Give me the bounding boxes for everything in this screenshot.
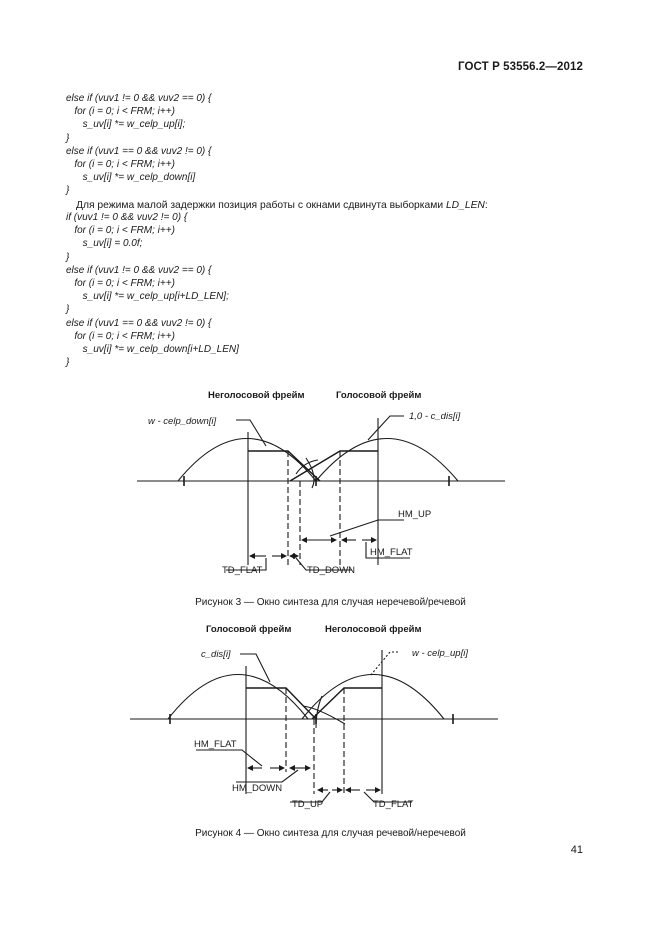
figure-4-diagram xyxy=(0,616,661,828)
code-line: for (i = 0; i < FRM; i++) xyxy=(66,278,175,290)
hm-flat-leader xyxy=(196,750,262,766)
label-right-curve: 1,0 - c_dis[i] xyxy=(409,411,461,422)
label-right-frame: Голосовой фрейм xyxy=(336,390,422,401)
right-arc xyxy=(316,439,458,482)
label-hm-down: HM_DOWN xyxy=(232,783,283,794)
code-line: if (vuv1 != 0 && vuv2 != 0) { xyxy=(66,212,188,223)
code-line: } xyxy=(66,251,70,263)
paragraph-term: LD_LEN xyxy=(445,200,485,211)
label-left-frame: Голосовой фрейм xyxy=(206,624,292,635)
label-td-down: TD_DOWN xyxy=(307,565,356,576)
left-arc xyxy=(178,439,316,482)
leader-line xyxy=(240,654,270,682)
label-td-up: TD_UP xyxy=(292,799,324,810)
code-line: } xyxy=(66,185,70,197)
document-header: ГОСТ Р 53556.2—2012 xyxy=(458,61,583,73)
figure-3-caption: Рисунок 3 — Окно синтеза для случая неречевой/речевой xyxy=(195,597,466,608)
code-block-2 xyxy=(66,211,239,369)
code-line: s_uv[i] *= w_celp_up[i]; xyxy=(66,119,186,131)
left-arc xyxy=(168,675,308,720)
code-line: else if (vuv1 == 0 && vuv2 != 0) { xyxy=(66,317,212,329)
code-line: for (i = 0; i < FRM; i++) xyxy=(66,225,175,237)
code-line: for (i = 0; i < FRM; i++) xyxy=(66,330,175,342)
code-line: s_uv[i] *= w_celp_up[i+LD_LEN]; xyxy=(66,291,229,303)
code-line: else if (vuv1 != 0 && vuv2 == 0) { xyxy=(66,93,212,104)
code-line: else if (vuv1 == 0 && vuv2 != 0) { xyxy=(66,145,212,157)
leader-line xyxy=(236,420,266,446)
label-left-curve: w - celp_down[i] xyxy=(148,416,217,427)
code-line: for (i = 0; i < FRM; i++) xyxy=(66,106,175,118)
hm-down-leader xyxy=(236,770,298,782)
label-td-flat: TD_FLAT xyxy=(373,799,414,810)
hm-up-leader xyxy=(330,520,404,536)
code-block-1 xyxy=(66,92,211,198)
code-line: } xyxy=(66,357,70,369)
leader-line xyxy=(368,416,404,440)
code-line: for (i = 0; i < FRM; i++) xyxy=(66,159,175,171)
label-hm-up: HM_UP xyxy=(398,509,432,520)
figure-3-diagram xyxy=(0,380,661,588)
code-line: s_uv[i] *= w_celp_down[i+LD_LEN] xyxy=(66,344,239,356)
paragraph-end: : xyxy=(484,200,488,211)
left-window-shape xyxy=(248,451,320,481)
figure-4-caption: Рисунок 4 — Окно синтеза для случая речевой/неречевой xyxy=(195,828,466,839)
label-left-curve: c_dis[i] xyxy=(201,649,231,660)
label-hm-flat: HM_FLAT xyxy=(370,547,413,558)
label-left-frame: Неголосовой фрейм xyxy=(208,390,305,401)
crossing-curve xyxy=(303,706,345,724)
low-delay-paragraph xyxy=(76,200,488,211)
label-hm-flat: HM_FLAT xyxy=(194,739,237,750)
page-number: 41 xyxy=(570,844,583,856)
label-right-curve: w - celp_up[i] xyxy=(412,648,468,659)
paragraph-text: Для режима малой задержки позиция работы с окнами сдвинута выборками xyxy=(76,200,446,211)
leader-line xyxy=(370,652,398,676)
code-line: } xyxy=(66,132,70,144)
label-td-flat: TD_FLAT xyxy=(222,565,263,576)
code-line: } xyxy=(66,304,70,316)
label-right-frame: Неголосовой фрейм xyxy=(325,624,422,635)
code-line: s_uv[i] *= w_celp_down[i] xyxy=(66,172,196,184)
code-line: s_uv[i] = 0.0f; xyxy=(66,238,143,250)
right-window-shape xyxy=(312,688,382,719)
code-line: else if (vuv1 != 0 && vuv2 == 0) { xyxy=(66,264,212,276)
